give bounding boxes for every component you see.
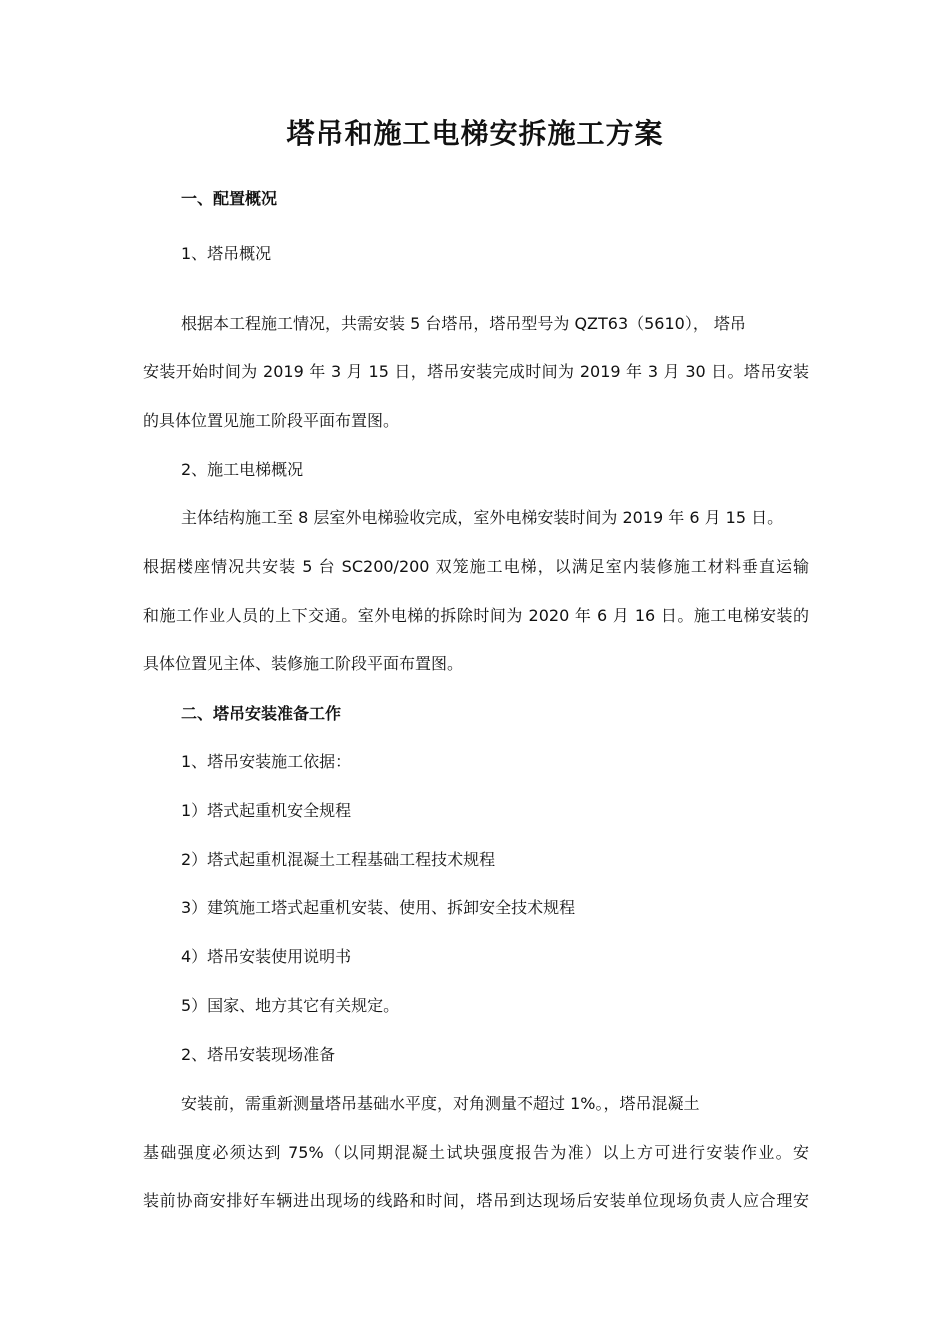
section-heading-1: 一、配置概况 bbox=[181, 189, 278, 208]
paragraph-line: 基础强度必须达到 75%（以同期混凝土试块强度报告为准）以上方可进行安装作业。安 bbox=[143, 1143, 809, 1162]
section-heading-2: 二、塔吊安装准备工作 bbox=[181, 704, 342, 723]
subsection-heading-2-2: 2、塔吊安装现场准备 bbox=[181, 1045, 336, 1064]
list-item: 5）国家、地方其它有关规定。 bbox=[181, 996, 400, 1015]
paragraph-line: 和施工作业人员的上下交通。室外电梯的拆除时间为 2020 年 6 月 16 日。施工电梯安装的 bbox=[143, 606, 809, 625]
subsection-heading-1-2: 2、施工电梯概况 bbox=[181, 460, 304, 479]
paragraph-line: 装前协商安排好车辆进出现场的线路和时间，塔吊到达现场后安装单位现场负责人应合理安 bbox=[143, 1191, 809, 1210]
subsection-heading-1-1: 1、塔吊概况 bbox=[181, 244, 272, 263]
paragraph-line: 主体结构施工至 8 层室外电梯验收完成，室外电梯安装时间为 2019 年 6 月 15 日。 bbox=[181, 508, 784, 527]
paragraph-line: 的具体位置见施工阶段平面布置图。 bbox=[143, 411, 400, 430]
paragraph-line: 安装开始时间为 2019 年 3 月 15 日，塔吊安装完成时间为 2019 年 3 月 30 日。塔吊安装 bbox=[143, 362, 809, 381]
list-item: 1）塔式起重机安全规程 bbox=[181, 801, 352, 820]
document-title: 塔吊和施工电梯安拆施工方案 bbox=[286, 117, 664, 150]
list-item: 3）建筑施工塔式起重机安装、使用、拆卸安全技术规程 bbox=[181, 898, 576, 917]
paragraph-line: 具体位置见主体、装修施工阶段平面布置图。 bbox=[143, 654, 464, 673]
paragraph-line: 根据楼座情况共安装 5 台 SC200/200 双笼施工电梯，以满足室内装修施工材料垂直运输 bbox=[143, 557, 809, 576]
list-item: 4）塔吊安装使用说明书 bbox=[181, 947, 352, 966]
subsection-heading-2-1: 1、塔吊安装施工依据： bbox=[181, 752, 352, 771]
list-item: 2）塔式起重机混凝土工程基础工程技术规程 bbox=[181, 850, 496, 869]
paragraph-line: 根据本工程施工情况，共需安装 5 台塔吊，塔吊型号为 QZT63（5610）， 塔吊 bbox=[181, 314, 746, 333]
paragraph-line: 安装前，需重新测量塔吊基础水平度，对角测量不超过 1%。，塔吊混凝土 bbox=[181, 1094, 700, 1113]
